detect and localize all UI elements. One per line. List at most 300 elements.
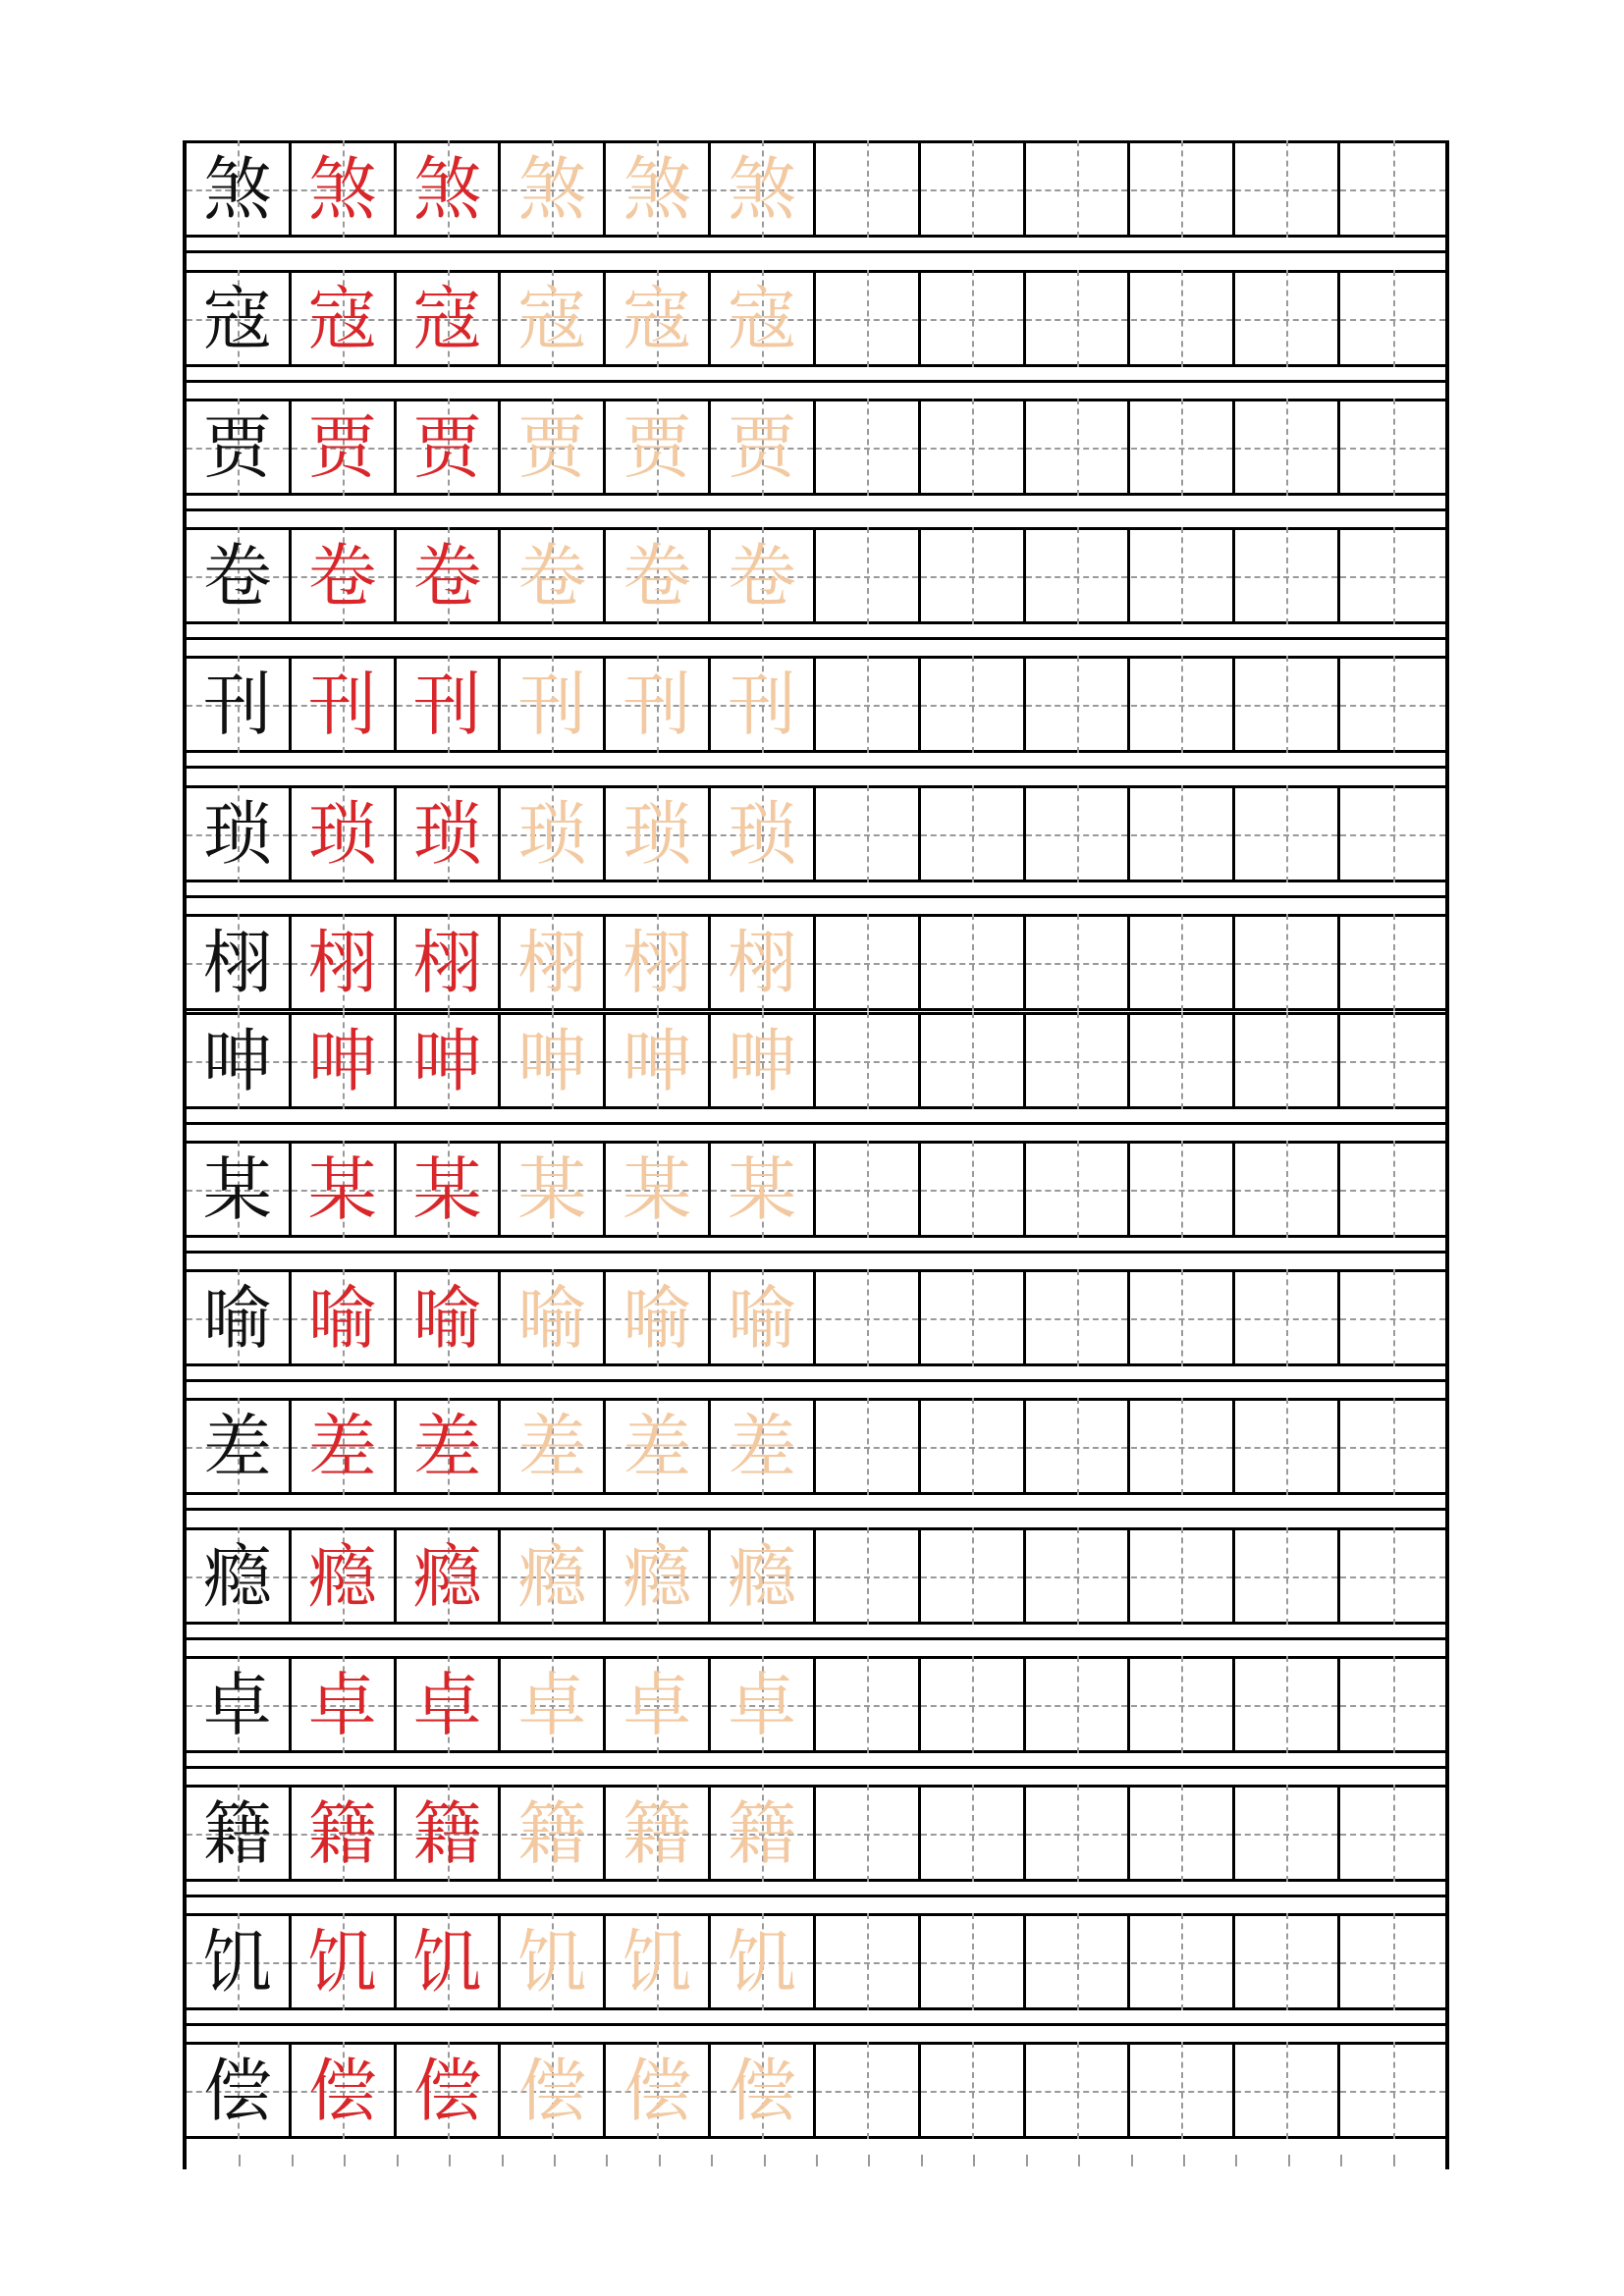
character-cell-red bbox=[292, 1527, 397, 1625]
writing-cell[interactable] bbox=[1131, 1398, 1236, 1495]
light-trace-character: 籍 bbox=[517, 1792, 587, 1874]
writing-cell[interactable] bbox=[816, 1398, 921, 1495]
writing-cell[interactable] bbox=[1235, 2042, 1340, 2139]
character-cell-red bbox=[397, 270, 502, 367]
guide-stub bbox=[764, 2155, 766, 2166]
writing-cell[interactable] bbox=[1235, 914, 1340, 1011]
writing-cell[interactable] bbox=[1235, 785, 1340, 882]
red-trace-character: 喻 bbox=[307, 1277, 377, 1359]
writing-cell[interactable] bbox=[816, 1269, 921, 1366]
red-trace-character: 呻 bbox=[307, 1020, 377, 1101]
red-trace-character: 呻 bbox=[412, 1020, 482, 1101]
model-character: 寇 bbox=[202, 278, 272, 359]
guide-stub bbox=[502, 2155, 504, 2166]
writing-cell[interactable] bbox=[816, 656, 921, 753]
red-trace-character: 卷 bbox=[307, 535, 377, 616]
writing-cell[interactable] bbox=[921, 527, 1026, 624]
character-cell-light bbox=[711, 785, 816, 882]
light-trace-character: 煞 bbox=[517, 148, 587, 230]
guide-stub bbox=[1078, 2155, 1080, 2166]
writing-cell[interactable] bbox=[1026, 2042, 1131, 2139]
character-cell-red bbox=[292, 1141, 397, 1238]
character-cell-model bbox=[187, 1269, 292, 1366]
writing-cell[interactable] bbox=[921, 1141, 1026, 1238]
character-cell-red bbox=[397, 1012, 502, 1109]
guide-stub bbox=[1131, 2155, 1133, 2166]
guide-stub bbox=[397, 2155, 399, 2166]
writing-cell[interactable] bbox=[1026, 914, 1131, 1011]
light-trace-character: 琐 bbox=[517, 793, 587, 875]
writing-cell[interactable] bbox=[1026, 270, 1131, 367]
character-cell-light bbox=[711, 656, 816, 753]
writing-cell[interactable] bbox=[816, 527, 921, 624]
character-cell-light bbox=[502, 1141, 607, 1238]
character-cell-red bbox=[397, 399, 502, 496]
writing-cell[interactable] bbox=[1340, 1398, 1445, 1495]
writing-cell[interactable] bbox=[1131, 1269, 1236, 1366]
separator-line bbox=[187, 637, 1445, 640]
practice-sheet bbox=[183, 140, 1449, 2169]
character-cell-red bbox=[292, 2042, 397, 2139]
character-cell-light bbox=[711, 1012, 816, 1109]
red-trace-character: 卓 bbox=[307, 1664, 377, 1745]
writing-cell[interactable] bbox=[1340, 1269, 1445, 1366]
character-cell-light bbox=[502, 527, 607, 624]
writing-cell[interactable] bbox=[1131, 1141, 1236, 1238]
practice-row bbox=[187, 1527, 1445, 1625]
writing-cell[interactable] bbox=[1026, 1141, 1131, 1238]
character-cell-light bbox=[711, 2042, 816, 2139]
red-trace-character: 差 bbox=[307, 1406, 377, 1487]
red-trace-character: 贾 bbox=[412, 406, 482, 488]
practice-row bbox=[187, 656, 1445, 753]
writing-cell[interactable] bbox=[1131, 1913, 1236, 2010]
light-trace-character: 卷 bbox=[623, 535, 692, 616]
guide-stub bbox=[816, 2155, 818, 2166]
guide-stub bbox=[921, 2155, 923, 2166]
separator-line bbox=[187, 1122, 1445, 1125]
character-cell-red bbox=[397, 1913, 502, 2010]
character-cell-light bbox=[502, 1527, 607, 1625]
light-trace-character: 瘾 bbox=[623, 1535, 692, 1617]
writing-cell[interactable] bbox=[1235, 1141, 1340, 1238]
guide-stub bbox=[868, 2155, 870, 2166]
model-character: 饥 bbox=[202, 1921, 272, 2002]
character-cell-red bbox=[292, 656, 397, 753]
writing-cell[interactable] bbox=[1340, 656, 1445, 753]
character-cell-light bbox=[502, 399, 607, 496]
character-cell-light bbox=[606, 1398, 711, 1495]
red-trace-character: 煞 bbox=[412, 148, 482, 230]
writing-cell[interactable] bbox=[1235, 270, 1340, 367]
light-trace-character: 贾 bbox=[517, 406, 587, 488]
separator-line bbox=[187, 508, 1445, 511]
guide-stub bbox=[1288, 2155, 1290, 2166]
writing-cell[interactable] bbox=[1340, 1656, 1445, 1753]
light-trace-character: 偿 bbox=[517, 2050, 587, 2131]
light-trace-character: 呻 bbox=[728, 1020, 797, 1101]
red-trace-character: 某 bbox=[307, 1148, 377, 1230]
guide-stub bbox=[449, 2155, 451, 2166]
separator-line bbox=[187, 895, 1445, 898]
character-cell-red bbox=[397, 527, 502, 624]
writing-cell[interactable] bbox=[1026, 1785, 1131, 1882]
guide-stub bbox=[1393, 2155, 1395, 2166]
character-cell-light bbox=[606, 399, 711, 496]
character-cell-red bbox=[292, 1398, 397, 1495]
writing-cell[interactable] bbox=[1026, 527, 1131, 624]
character-cell-light bbox=[711, 1913, 816, 2010]
light-trace-character: 煞 bbox=[728, 148, 797, 230]
character-cell-light bbox=[606, 527, 711, 624]
writing-cell[interactable] bbox=[921, 399, 1026, 496]
writing-cell[interactable] bbox=[1131, 1527, 1236, 1625]
writing-cell[interactable] bbox=[1235, 1269, 1340, 1366]
model-character: 煞 bbox=[202, 148, 272, 230]
writing-cell[interactable] bbox=[1026, 785, 1131, 882]
light-trace-character: 煞 bbox=[623, 148, 692, 230]
red-trace-character: 寇 bbox=[412, 278, 482, 359]
writing-cell[interactable] bbox=[1235, 1913, 1340, 2010]
red-trace-character: 喻 bbox=[412, 1277, 482, 1359]
writing-cell[interactable] bbox=[1131, 1656, 1236, 1753]
light-trace-character: 呻 bbox=[623, 1020, 692, 1101]
character-cell-light bbox=[502, 1913, 607, 2010]
light-trace-character: 寇 bbox=[517, 278, 587, 359]
character-cell-light bbox=[711, 1527, 816, 1625]
model-character: 喻 bbox=[202, 1277, 272, 1359]
character-cell-model bbox=[187, 1141, 292, 1238]
practice-row bbox=[187, 1269, 1445, 1366]
writing-cell[interactable] bbox=[1235, 527, 1340, 624]
practice-row bbox=[187, 1913, 1445, 2010]
light-trace-character: 喻 bbox=[623, 1277, 692, 1359]
guide-stub bbox=[1340, 2155, 1342, 2166]
writing-cell[interactable] bbox=[921, 656, 1026, 753]
light-trace-character: 栩 bbox=[623, 922, 692, 1003]
writing-cell[interactable] bbox=[1131, 527, 1236, 624]
writing-cell[interactable] bbox=[1026, 656, 1131, 753]
writing-cell[interactable] bbox=[816, 1913, 921, 2010]
character-cell-red bbox=[397, 656, 502, 753]
character-cell-light bbox=[502, 270, 607, 367]
practice-row bbox=[187, 270, 1445, 367]
character-cell-red bbox=[397, 785, 502, 882]
red-trace-character: 饥 bbox=[307, 1921, 377, 2002]
light-trace-character: 栩 bbox=[517, 922, 587, 1003]
model-character: 琐 bbox=[202, 793, 272, 875]
separator-line bbox=[187, 250, 1445, 253]
writing-cell[interactable] bbox=[1131, 2042, 1236, 2139]
writing-cell[interactable] bbox=[816, 914, 921, 1011]
practice-row bbox=[187, 399, 1445, 496]
writing-cell[interactable] bbox=[1340, 1012, 1445, 1109]
character-cell-model bbox=[187, 140, 292, 238]
character-cell-light bbox=[502, 2042, 607, 2139]
guide-stub bbox=[1183, 2155, 1185, 2166]
writing-cell[interactable] bbox=[1235, 1398, 1340, 1495]
writing-cell[interactable] bbox=[1131, 785, 1236, 882]
character-cell-light bbox=[606, 2042, 711, 2139]
red-trace-character: 刊 bbox=[412, 664, 482, 745]
character-cell-light bbox=[711, 270, 816, 367]
writing-cell[interactable] bbox=[816, 1012, 921, 1109]
character-cell-light bbox=[606, 140, 711, 238]
writing-cell[interactable] bbox=[921, 1012, 1026, 1109]
writing-cell[interactable] bbox=[1026, 1913, 1131, 2010]
character-cell-light bbox=[711, 1398, 816, 1495]
writing-cell[interactable] bbox=[921, 140, 1026, 238]
writing-cell[interactable] bbox=[921, 1398, 1026, 1495]
character-cell-light bbox=[711, 1656, 816, 1753]
separator-line bbox=[187, 380, 1445, 383]
character-cell-red bbox=[292, 1012, 397, 1109]
writing-cell[interactable] bbox=[1026, 1012, 1131, 1109]
model-character: 卓 bbox=[202, 1664, 272, 1745]
light-trace-character: 差 bbox=[623, 1406, 692, 1487]
practice-row bbox=[187, 1656, 1445, 1753]
model-character: 卷 bbox=[202, 535, 272, 616]
writing-cell[interactable] bbox=[1340, 1527, 1445, 1625]
light-trace-character: 偿 bbox=[623, 2050, 692, 2131]
character-cell-light bbox=[502, 1012, 607, 1109]
writing-cell[interactable] bbox=[816, 1656, 921, 1753]
light-trace-character: 卓 bbox=[728, 1664, 797, 1745]
model-character: 栩 bbox=[202, 922, 272, 1003]
writing-cell[interactable] bbox=[1131, 1012, 1236, 1109]
light-trace-character: 贾 bbox=[728, 406, 797, 488]
writing-cell[interactable] bbox=[1235, 1012, 1340, 1109]
separator-line bbox=[187, 1766, 1445, 1769]
model-character: 呻 bbox=[202, 1020, 272, 1101]
writing-cell[interactable] bbox=[1131, 270, 1236, 367]
writing-cell[interactable] bbox=[1235, 399, 1340, 496]
red-trace-character: 栩 bbox=[307, 922, 377, 1003]
writing-cell[interactable] bbox=[1235, 1656, 1340, 1753]
practice-row bbox=[187, 2042, 1445, 2139]
character-cell-light bbox=[502, 656, 607, 753]
writing-cell[interactable] bbox=[1026, 140, 1131, 238]
light-trace-character: 呻 bbox=[517, 1020, 587, 1101]
light-trace-character: 饥 bbox=[517, 1921, 587, 2002]
writing-cell[interactable] bbox=[1340, 1141, 1445, 1238]
guide-stub bbox=[239, 2155, 241, 2166]
character-cell-light bbox=[711, 399, 816, 496]
character-cell-light bbox=[606, 1269, 711, 1366]
guide-stub bbox=[973, 2155, 975, 2166]
writing-cell[interactable] bbox=[1131, 656, 1236, 753]
red-trace-character: 卓 bbox=[412, 1664, 482, 1745]
light-trace-character: 偿 bbox=[728, 2050, 797, 2131]
guide-stub bbox=[344, 2155, 346, 2166]
character-cell-light bbox=[502, 1785, 607, 1882]
model-character: 贾 bbox=[202, 406, 272, 488]
writing-cell[interactable] bbox=[1026, 1398, 1131, 1495]
light-trace-character: 刊 bbox=[623, 664, 692, 745]
model-character: 偿 bbox=[202, 2050, 272, 2131]
writing-cell[interactable] bbox=[816, 785, 921, 882]
character-cell-model bbox=[187, 1527, 292, 1625]
character-cell-red bbox=[292, 1913, 397, 2010]
writing-cell[interactable] bbox=[1340, 1785, 1445, 1882]
character-cell-light bbox=[711, 140, 816, 238]
character-cell-light bbox=[502, 1656, 607, 1753]
character-cell-light bbox=[606, 1785, 711, 1882]
writing-cell[interactable] bbox=[1340, 140, 1445, 238]
character-cell-light bbox=[711, 1141, 816, 1238]
writing-cell[interactable] bbox=[1131, 914, 1236, 1011]
character-cell-light bbox=[606, 656, 711, 753]
character-cell-light bbox=[502, 785, 607, 882]
red-trace-character: 瘾 bbox=[412, 1535, 482, 1617]
writing-cell[interactable] bbox=[1026, 1269, 1131, 1366]
writing-cell[interactable] bbox=[1235, 1785, 1340, 1882]
red-trace-character: 琐 bbox=[412, 793, 482, 875]
writing-cell[interactable] bbox=[921, 914, 1026, 1011]
light-trace-character: 籍 bbox=[623, 1792, 692, 1874]
character-cell-model bbox=[187, 527, 292, 624]
writing-cell[interactable] bbox=[921, 1656, 1026, 1753]
light-trace-character: 卷 bbox=[728, 535, 797, 616]
character-cell-light bbox=[502, 1398, 607, 1495]
light-trace-character: 寇 bbox=[623, 278, 692, 359]
guide-stub bbox=[659, 2155, 661, 2166]
light-trace-character: 卓 bbox=[623, 1664, 692, 1745]
light-trace-character: 寇 bbox=[728, 278, 797, 359]
character-cell-red bbox=[397, 914, 502, 1011]
practice-row bbox=[187, 527, 1445, 624]
writing-cell[interactable] bbox=[921, 1913, 1026, 2010]
character-cell-light bbox=[711, 1269, 816, 1366]
writing-cell[interactable] bbox=[1340, 399, 1445, 496]
writing-cell[interactable] bbox=[1340, 2042, 1445, 2139]
separator-line bbox=[187, 2023, 1445, 2026]
red-trace-character: 某 bbox=[412, 1148, 482, 1230]
character-cell-model bbox=[187, 1656, 292, 1753]
character-cell-model bbox=[187, 1913, 292, 2010]
writing-cell[interactable] bbox=[921, 1527, 1026, 1625]
character-cell-light bbox=[711, 527, 816, 624]
writing-cell[interactable] bbox=[1340, 270, 1445, 367]
writing-cell[interactable] bbox=[1340, 1913, 1445, 2010]
writing-cell[interactable] bbox=[816, 399, 921, 496]
light-trace-character: 卷 bbox=[517, 535, 587, 616]
light-trace-character: 喻 bbox=[517, 1277, 587, 1359]
character-cell-light bbox=[502, 140, 607, 238]
red-trace-character: 琐 bbox=[307, 793, 377, 875]
writing-cell[interactable] bbox=[1340, 527, 1445, 624]
red-trace-character: 偿 bbox=[307, 2050, 377, 2131]
character-cell-model bbox=[187, 785, 292, 882]
writing-cell[interactable] bbox=[1026, 399, 1131, 496]
character-cell-red bbox=[397, 1398, 502, 1495]
practice-row bbox=[187, 1141, 1445, 1238]
practice-row bbox=[187, 1398, 1445, 1495]
practice-row bbox=[187, 914, 1445, 1011]
model-character: 刊 bbox=[202, 664, 272, 745]
writing-cell[interactable] bbox=[1131, 140, 1236, 238]
writing-cell[interactable] bbox=[1026, 1527, 1131, 1625]
light-trace-character: 籍 bbox=[728, 1792, 797, 1874]
model-character: 籍 bbox=[202, 1792, 272, 1874]
writing-cell[interactable] bbox=[921, 1785, 1026, 1882]
writing-cell[interactable] bbox=[921, 1269, 1026, 1366]
model-character: 某 bbox=[202, 1148, 272, 1230]
red-trace-character: 贾 bbox=[307, 406, 377, 488]
light-trace-character: 贾 bbox=[623, 406, 692, 488]
light-trace-character: 刊 bbox=[728, 664, 797, 745]
writing-cell[interactable] bbox=[1131, 1785, 1236, 1882]
light-trace-character: 刊 bbox=[517, 664, 587, 745]
character-cell-red bbox=[292, 1656, 397, 1753]
character-cell-model bbox=[187, 1398, 292, 1495]
character-cell-red bbox=[397, 2042, 502, 2139]
character-cell-light bbox=[606, 1913, 711, 2010]
writing-cell[interactable] bbox=[1340, 914, 1445, 1011]
writing-cell[interactable] bbox=[1235, 1527, 1340, 1625]
red-trace-character: 籍 bbox=[307, 1792, 377, 1874]
character-cell-red bbox=[292, 399, 397, 496]
writing-cell[interactable] bbox=[1235, 140, 1340, 238]
light-trace-character: 差 bbox=[728, 1406, 797, 1487]
writing-cell[interactable] bbox=[1026, 1656, 1131, 1753]
writing-cell[interactable] bbox=[816, 1527, 921, 1625]
character-cell-red bbox=[397, 1656, 502, 1753]
writing-cell[interactable] bbox=[921, 2042, 1026, 2139]
red-trace-character: 饥 bbox=[412, 1921, 482, 2002]
writing-cell[interactable] bbox=[816, 2042, 921, 2139]
character-cell-red bbox=[292, 785, 397, 882]
writing-cell[interactable] bbox=[816, 140, 921, 238]
writing-cell[interactable] bbox=[816, 270, 921, 367]
practice-row bbox=[187, 1012, 1445, 1109]
writing-cell[interactable] bbox=[1340, 785, 1445, 882]
character-cell-red bbox=[397, 1269, 502, 1366]
practice-row bbox=[187, 140, 1445, 238]
model-character: 瘾 bbox=[202, 1535, 272, 1617]
light-trace-character: 喻 bbox=[728, 1277, 797, 1359]
character-cell-light bbox=[606, 1656, 711, 1753]
guide-stub bbox=[1026, 2155, 1028, 2166]
writing-cell[interactable] bbox=[816, 1785, 921, 1882]
red-trace-character: 差 bbox=[412, 1406, 482, 1487]
character-cell-light bbox=[711, 914, 816, 1011]
character-cell-model bbox=[187, 399, 292, 496]
character-cell-light bbox=[606, 785, 711, 882]
writing-cell[interactable] bbox=[921, 270, 1026, 367]
practice-row bbox=[187, 785, 1445, 882]
separator-line bbox=[187, 766, 1445, 769]
writing-cell[interactable] bbox=[1131, 399, 1236, 496]
light-trace-character: 差 bbox=[517, 1406, 587, 1487]
writing-cell[interactable] bbox=[816, 1141, 921, 1238]
separator-line bbox=[187, 1379, 1445, 1382]
character-cell-model bbox=[187, 1785, 292, 1882]
character-cell-light bbox=[711, 1785, 816, 1882]
red-trace-character: 籍 bbox=[412, 1792, 482, 1874]
light-trace-character: 瘾 bbox=[728, 1535, 797, 1617]
writing-cell[interactable] bbox=[921, 785, 1026, 882]
character-cell-model bbox=[187, 656, 292, 753]
red-trace-character: 寇 bbox=[307, 278, 377, 359]
model-character: 差 bbox=[202, 1406, 272, 1487]
separator-line bbox=[187, 1508, 1445, 1511]
writing-cell[interactable] bbox=[1235, 656, 1340, 753]
practice-row bbox=[187, 1785, 1445, 1882]
light-trace-character: 饥 bbox=[623, 1921, 692, 2002]
character-cell-light bbox=[606, 914, 711, 1011]
light-trace-character: 琐 bbox=[623, 793, 692, 875]
